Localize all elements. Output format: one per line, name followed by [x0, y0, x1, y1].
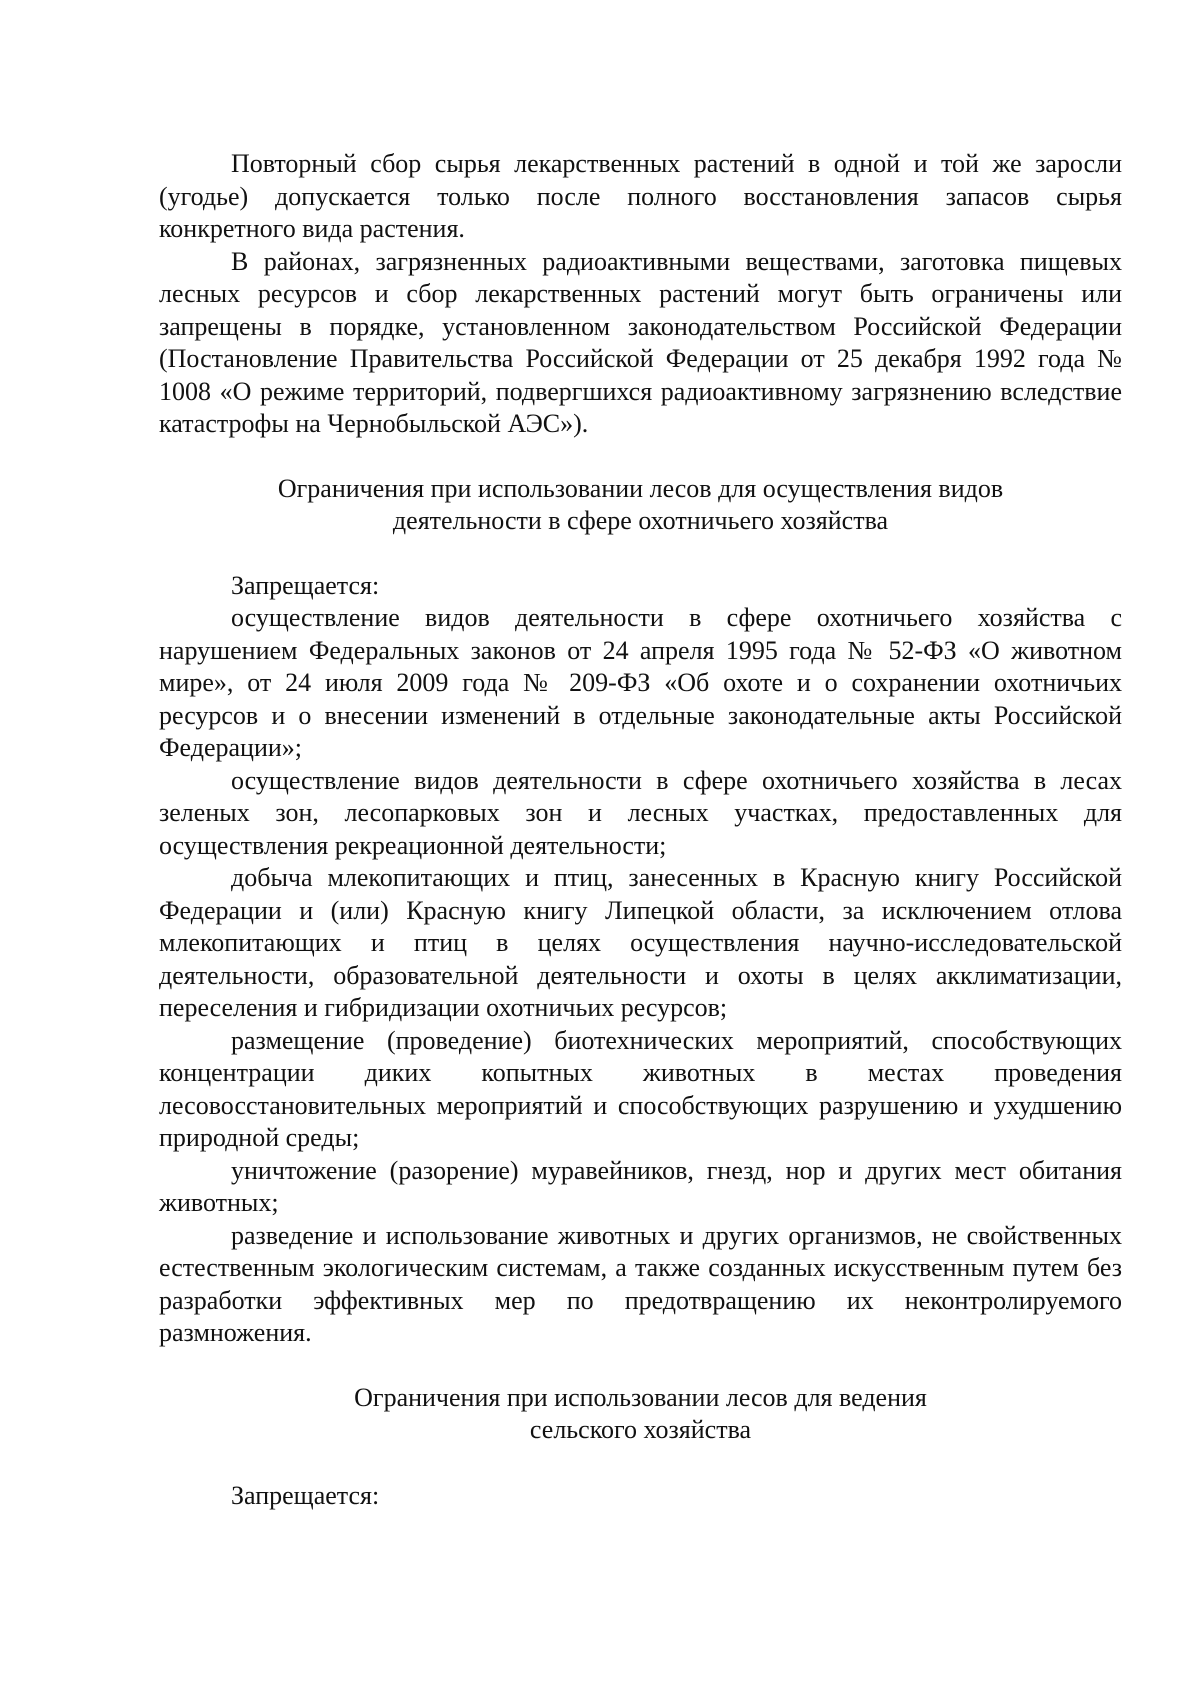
prohibited-label-agriculture: Запрещается:: [231, 1480, 380, 1510]
prohibition-item-3: добыча млекопитающих и птиц, занесенных в Красную книгу Российской Федерации и (или) Красную книгу Липецкой области, за исключением отлова млекопитающих и птиц в целях осуществления научно-исследовательской деятельности, образовательной деятельности и охоты в целях акклиматизации, переселения и гибридизации охотничьих ресурсов;: [159, 863, 1122, 1022]
prohibited-label-hunting: Запрещается:: [231, 570, 380, 600]
section-heading-agriculture: [159, 1382, 1122, 1447]
prohibition-item-4: размещение (проведение) биотехнических мероприятий, способствующих концентрации диких копытных животных в местах проведения лесовосстановительных мероприятий и способствующих разрушению и ухудшению природной среды;: [159, 1025, 1122, 1152]
prohibition-item-1: осуществление видов деятельности в сфере охотничьего хозяйства с нарушением Федеральных законов от 24 апреля 1995 года № 52-ФЗ «О животном мире», от 24 июля 2009 года № 209-ФЗ «Об охоте и о сохранении охотничьих ресурсов и о внесении изменений в отдельные законодательные акты Российской Федерации»;: [159, 603, 1122, 762]
intro-paragraph-radioactive-areas: В районах, загрязненных радиоактивными веществами, заготовка пищевых лесных ресурсов и сбор лекарственных растений могут быть ограничены или запрещены в порядке, установленном законодательством Российской Федерации (Постановление Правительства Российской Федерации от 25 декабря 1992 года № 1008 «О режиме территорий, подвергшихся радиоактивному загрязнению вследствие катастрофы на Чернобыльской АЭС»).: [159, 246, 1122, 438]
prohibition-item-2: осуществление видов деятельности в сфере охотничьего хозяйства в лесах зеленых зон, лесопарковых зон и лесных участках, предоставленных для осуществления рекреационной деятельности;: [159, 765, 1122, 860]
section-heading-agriculture-line-2: сельского хозяйства: [529, 1415, 752, 1444]
section-heading-hunting: [159, 473, 1122, 538]
intro-paragraph-repeat-collection: Повторный сбор сырья лекарственных растений в одной и той же заросли (угодье) допускается только после полного восстановления запасов сырья конкретного вида растения.: [159, 149, 1122, 243]
prohibition-item-5: уничтожение (разорение) муравейников, гнезд, нор и других мест обитания животных;: [159, 1155, 1122, 1217]
prohibition-item-6: разведение и использование животных и других организмов, не свойственных естественным экологическим системам, а также созданных искусственным путем без разработки эффективных мер по предотвращению их неконтролируемого размножения.: [159, 1220, 1122, 1347]
section-heading-hunting-line-1: Ограничения при использовании лесов для осуществления видов: [277, 473, 1004, 503]
document-body: [159, 148, 1122, 1512]
section-heading-hunting-line-2: деятельности в сфере охотничьего хозяйства: [392, 506, 889, 535]
section-heading-agriculture-line-1: Ограничения при использовании лесов для ведения: [354, 1382, 927, 1412]
